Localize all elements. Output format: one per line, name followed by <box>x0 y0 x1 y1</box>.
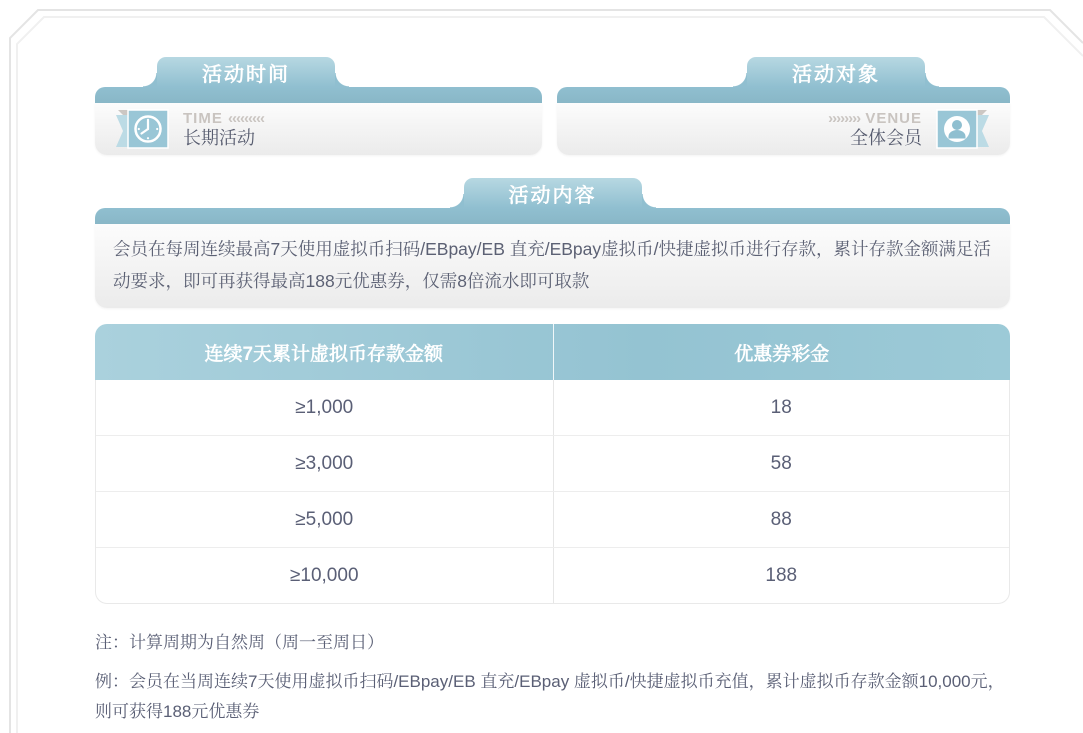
activity-content-tab <box>464 178 642 208</box>
right-chevrons-decoration: ›››››››› <box>828 109 861 127</box>
activity-time-eyebrow <box>183 110 264 127</box>
activity-target-tab <box>747 57 925 87</box>
table-row <box>96 380 1009 435</box>
activity-content-title: 活动内容 <box>508 184 597 207</box>
activity-content-panel <box>95 178 1010 308</box>
activity-time-panel <box>95 57 542 155</box>
bonus-cell: 58 <box>553 436 1010 491</box>
note-example: 例：会员在当周连续7天使用虚拟币扫码/EBpay/EB 直充/EBpay 虚拟币/快捷虚拟币充值，累计虚拟币存款金额10,000元，则可获得188元优惠券 <box>95 672 1005 721</box>
member-icon <box>934 107 990 151</box>
deposit-amount-cell: ≥1,000 <box>295 396 354 418</box>
bonus-cell: 88 <box>553 492 1010 547</box>
activity-target-body <box>557 103 1010 155</box>
table-header-row <box>95 324 1010 380</box>
table-row <box>96 435 1009 491</box>
bonus-cell: 18 <box>553 380 1010 435</box>
deposit-amount-cell: ≥3,000 <box>295 452 354 474</box>
venue-label: VENUE <box>865 109 922 127</box>
rewards-table <box>95 324 1010 604</box>
bonus-cell: 188 <box>553 548 1010 603</box>
activity-content-header-bar <box>95 208 1010 224</box>
deposit-amount-cell: ≥10,000 <box>289 564 359 586</box>
table-header-bonus: 优惠券彩金 <box>553 324 1011 380</box>
activity-time-header-bar <box>95 87 542 103</box>
promo-page <box>95 57 1010 727</box>
table-row <box>96 491 1009 547</box>
activity-time-body <box>95 103 542 155</box>
activity-time-tab <box>157 57 335 87</box>
note-calculation-period: 注：计算周期为自然周（周一至周日） <box>95 633 384 652</box>
activity-target-title: 活动对象 <box>792 63 880 86</box>
activity-target-text <box>828 110 922 149</box>
activity-time-text <box>183 110 264 149</box>
time-label: TIME <box>183 109 223 127</box>
activity-target-panel <box>557 57 1010 155</box>
activity-content-text: 会员在每周连续最高7天使用虚拟币扫码/EBpay/EB 直充/EBpay虚拟币/快捷虚拟币进行存款，累计存款金额满足活动要求，即可再获得最高188元优惠券，仅需8倍流水即可取款 <box>95 224 1010 308</box>
activity-target-value: 全体会员 <box>850 127 922 148</box>
left-chevrons-decoration: ‹‹‹‹‹‹‹‹‹ <box>228 109 264 127</box>
banner-row <box>95 57 1010 155</box>
activity-target-eyebrow <box>828 110 922 127</box>
table-header-deposit: 连续7天累计虚拟币存款金额 <box>204 343 444 365</box>
table-body <box>95 380 1010 604</box>
activity-time-title: 活动时间 <box>202 63 290 86</box>
deposit-amount-cell: ≥5,000 <box>295 508 354 530</box>
clock-icon <box>115 107 171 151</box>
table-row <box>96 547 1009 603</box>
activity-target-header-bar <box>557 87 1010 103</box>
activity-time-value: 长期活动 <box>183 127 255 148</box>
